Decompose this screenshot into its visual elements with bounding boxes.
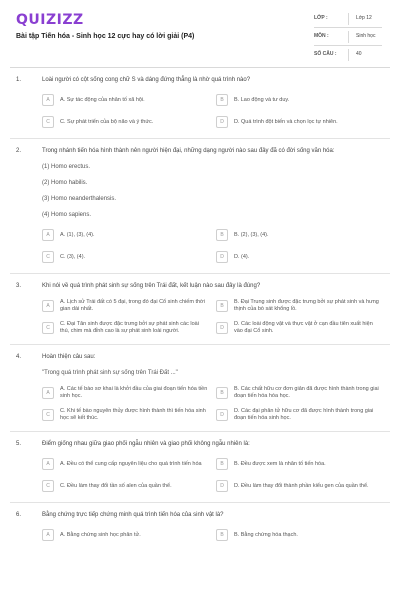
option-letter-box: B xyxy=(216,229,228,241)
answer-option[interactable] xyxy=(42,527,208,543)
meta-divider xyxy=(348,31,349,43)
answer-option[interactable] xyxy=(216,320,382,336)
question-list xyxy=(10,68,390,543)
option-text: B. Bằng chứng hóa thạch. xyxy=(234,531,298,538)
question-row xyxy=(10,511,390,519)
answer-option[interactable] xyxy=(216,527,382,543)
question-row xyxy=(10,282,390,290)
answer-option[interactable] xyxy=(42,298,208,314)
question-divider xyxy=(10,273,390,274)
answer-option[interactable] xyxy=(42,385,208,401)
option-text: D. Đều làm thay đổi thành phần kiểu gen của quần thể. xyxy=(234,482,369,489)
question-item xyxy=(10,147,390,274)
meta-divider xyxy=(348,49,349,61)
option-text: C. (3), (4). xyxy=(60,253,86,260)
answer-option[interactable] xyxy=(42,407,208,423)
question-row xyxy=(10,76,390,84)
quizizz-logo: QUIZIZZ xyxy=(16,12,84,28)
answer-option[interactable] xyxy=(216,298,382,314)
answer-option[interactable] xyxy=(216,249,382,265)
answer-option[interactable] xyxy=(42,456,208,472)
question-number: 2. xyxy=(16,148,22,154)
meta-value: 40 xyxy=(356,51,362,57)
answer-options xyxy=(42,456,382,494)
answer-option[interactable] xyxy=(216,385,382,401)
option-letter-box: C xyxy=(42,480,54,492)
option-text: A. (1), (3), (4). xyxy=(60,231,95,238)
question-divider xyxy=(10,502,390,503)
option-letter-box: B xyxy=(216,458,228,470)
option-text: C. Đều làm thay đổi tần số alen của quần thể. xyxy=(60,482,172,489)
question-divider xyxy=(10,431,390,432)
option-letter-box: A xyxy=(42,387,54,399)
question-row xyxy=(10,353,390,361)
question-row xyxy=(10,440,390,448)
option-letter-box: B xyxy=(216,387,228,399)
option-text: A. Đều có thể cung cấp nguyên liệu cho quá trình tiến hóa xyxy=(60,460,202,467)
meta-value: Sinh học xyxy=(356,33,376,39)
option-letter-box: C xyxy=(42,322,54,334)
answer-option[interactable] xyxy=(216,92,382,108)
question-text: Khi nói về quá trình phát sinh sự sống trên Trái đất, kết luận nào sau đây là đúng? xyxy=(42,283,261,289)
meta-row-count xyxy=(314,46,382,64)
question-text: Bằng chứng trực tiếp chứng minh quá trình tiến hóa của sinh vật là? xyxy=(42,512,224,518)
option-letter-box: A xyxy=(42,458,54,470)
question-statement: (1) Homo erectus. xyxy=(42,164,91,170)
option-text: C. Sự phát triển của bộ não và ý thức. xyxy=(60,118,154,125)
option-text: A. Bằng chứng sinh học phân tử. xyxy=(60,531,141,538)
meta-divider xyxy=(348,13,349,25)
option-text: D. (4). xyxy=(234,253,250,260)
meta-row-subject xyxy=(314,28,382,46)
option-text: C. Khi tế bào nguyên thủy được hình thành thì tiến hóa sinh học sẽ kết thúc. xyxy=(60,408,206,421)
option-letter-box: D xyxy=(216,480,228,492)
question-number: 6. xyxy=(16,512,22,518)
option-letter-box: C xyxy=(42,409,54,421)
meta-label: LỚP : xyxy=(314,15,328,21)
answer-option[interactable] xyxy=(42,320,208,336)
option-text: B. (2), (3), (4). xyxy=(234,231,269,238)
answer-option[interactable] xyxy=(216,478,382,494)
question-text: Loài người có cột sống cong chữ S và dáng đứng thẳng là nhờ quá trình nào? xyxy=(42,77,251,83)
answer-options xyxy=(42,527,382,543)
question-number: 5. xyxy=(16,441,22,447)
meta-label: SỐ CÂU : xyxy=(314,51,337,57)
question-item xyxy=(10,511,390,543)
question-text: Điểm giống nhau giữa giao phối ngẫu nhiên và giao phối không ngẫu nhiên là: xyxy=(42,441,250,447)
question-statement: "Trong quá trình phát sinh sự sống trên Trái Đất ..." xyxy=(42,370,178,376)
question-item xyxy=(10,440,390,503)
option-letter-box: B xyxy=(216,529,228,541)
answer-option[interactable] xyxy=(42,114,208,130)
answer-option[interactable] xyxy=(216,407,382,423)
option-letter-box: A xyxy=(42,529,54,541)
document-title: Bài tập Tiến hóa - Sinh học 12 cực hay có lời giải (P4) xyxy=(16,33,195,40)
option-letter-box: C xyxy=(42,116,54,128)
option-letter-box: A xyxy=(42,94,54,106)
option-letter-box: C xyxy=(42,251,54,263)
option-letter-box: A xyxy=(42,300,54,312)
question-number: 1. xyxy=(16,77,22,83)
answer-option[interactable] xyxy=(216,114,382,130)
option-letter-box: B xyxy=(216,300,228,312)
meta-box xyxy=(314,10,382,64)
option-text: A. Các tế bào sơ khai là khởi đầu của giai đoạn tiến hóa tiền sinh học. xyxy=(60,386,208,399)
answer-options xyxy=(42,298,382,336)
option-letter-box: D xyxy=(216,409,228,421)
option-letter-box: D xyxy=(216,251,228,263)
answer-options xyxy=(42,385,382,423)
question-text: Hoàn thiện câu sau: xyxy=(42,354,96,360)
option-letter-box: A xyxy=(42,229,54,241)
option-text: B. Các chất hữu cơ đơn giản đã được hình thành trong giai đoạn tiến hóa hóa học. xyxy=(234,386,379,399)
question-statement: (4) Homo sapiens. xyxy=(42,212,92,218)
answer-option[interactable] xyxy=(42,92,208,108)
answer-options xyxy=(42,92,382,130)
answer-options xyxy=(42,227,382,265)
question-item xyxy=(10,353,390,432)
option-letter-box: B xyxy=(216,94,228,106)
answer-option[interactable] xyxy=(42,478,208,494)
option-letter-box: D xyxy=(216,116,228,128)
option-text: C. Đại Tân sinh được đặc trưng bởi sự phát sinh các loài thú, chim mà đỉnh cao là sự phát sinh loài người. xyxy=(60,321,199,334)
answer-option[interactable] xyxy=(42,227,208,243)
question-number: 3. xyxy=(16,283,22,289)
meta-label: MÔN : xyxy=(314,33,329,39)
option-text: A. Lịch sử Trái đất có 5 đại, trong đó đại Cổ sinh chiếm thời gian dài nhất. xyxy=(60,299,205,312)
question-number: 4. xyxy=(16,354,22,360)
option-text: B. Lao động và tư duy. xyxy=(234,96,290,103)
question-row xyxy=(10,147,390,155)
option-text: D. Các loài động vật và thực vật ở cạn đầu tiên xuất hiện vào đại Cổ sinh. xyxy=(234,321,373,334)
answer-option[interactable] xyxy=(42,249,208,265)
answer-option[interactable] xyxy=(216,227,382,243)
question-statement: (3) Homo neanderthalensis. xyxy=(42,196,117,202)
question-statement: (2) Homo habilis. xyxy=(42,180,88,186)
question-item xyxy=(10,76,390,139)
question-divider xyxy=(10,344,390,345)
option-text: B. Đại Trung sinh được đặc trưng bởi sự phát sinh và hưng thịnh của bò sát khổng lồ. xyxy=(234,299,379,312)
option-text: D. Quá trình đột biến và chọn lọc tự nhiên. xyxy=(234,118,338,125)
question-text: Trong nhánh tiến hóa hình thành nên người hiện đại, những dạng người nào sau đây đã có đời sống văn hóa: xyxy=(42,148,335,154)
meta-value: Lớp 12 xyxy=(356,15,372,21)
question-item xyxy=(10,282,390,345)
question-divider xyxy=(10,138,390,139)
option-text: A. Sự tác động của nhân tố xã hội. xyxy=(60,96,145,103)
option-letter-box: D xyxy=(216,322,228,334)
option-text: D. Các đại phân tử hữu cơ đã được hình thành trong giai đoạn tiến hóa sinh học. xyxy=(234,408,374,421)
answer-option[interactable] xyxy=(216,456,382,472)
worksheet-header xyxy=(10,0,390,68)
option-text: B. Đều được xem là nhân tố tiến hóa. xyxy=(234,460,326,467)
meta-row-class xyxy=(314,10,382,28)
